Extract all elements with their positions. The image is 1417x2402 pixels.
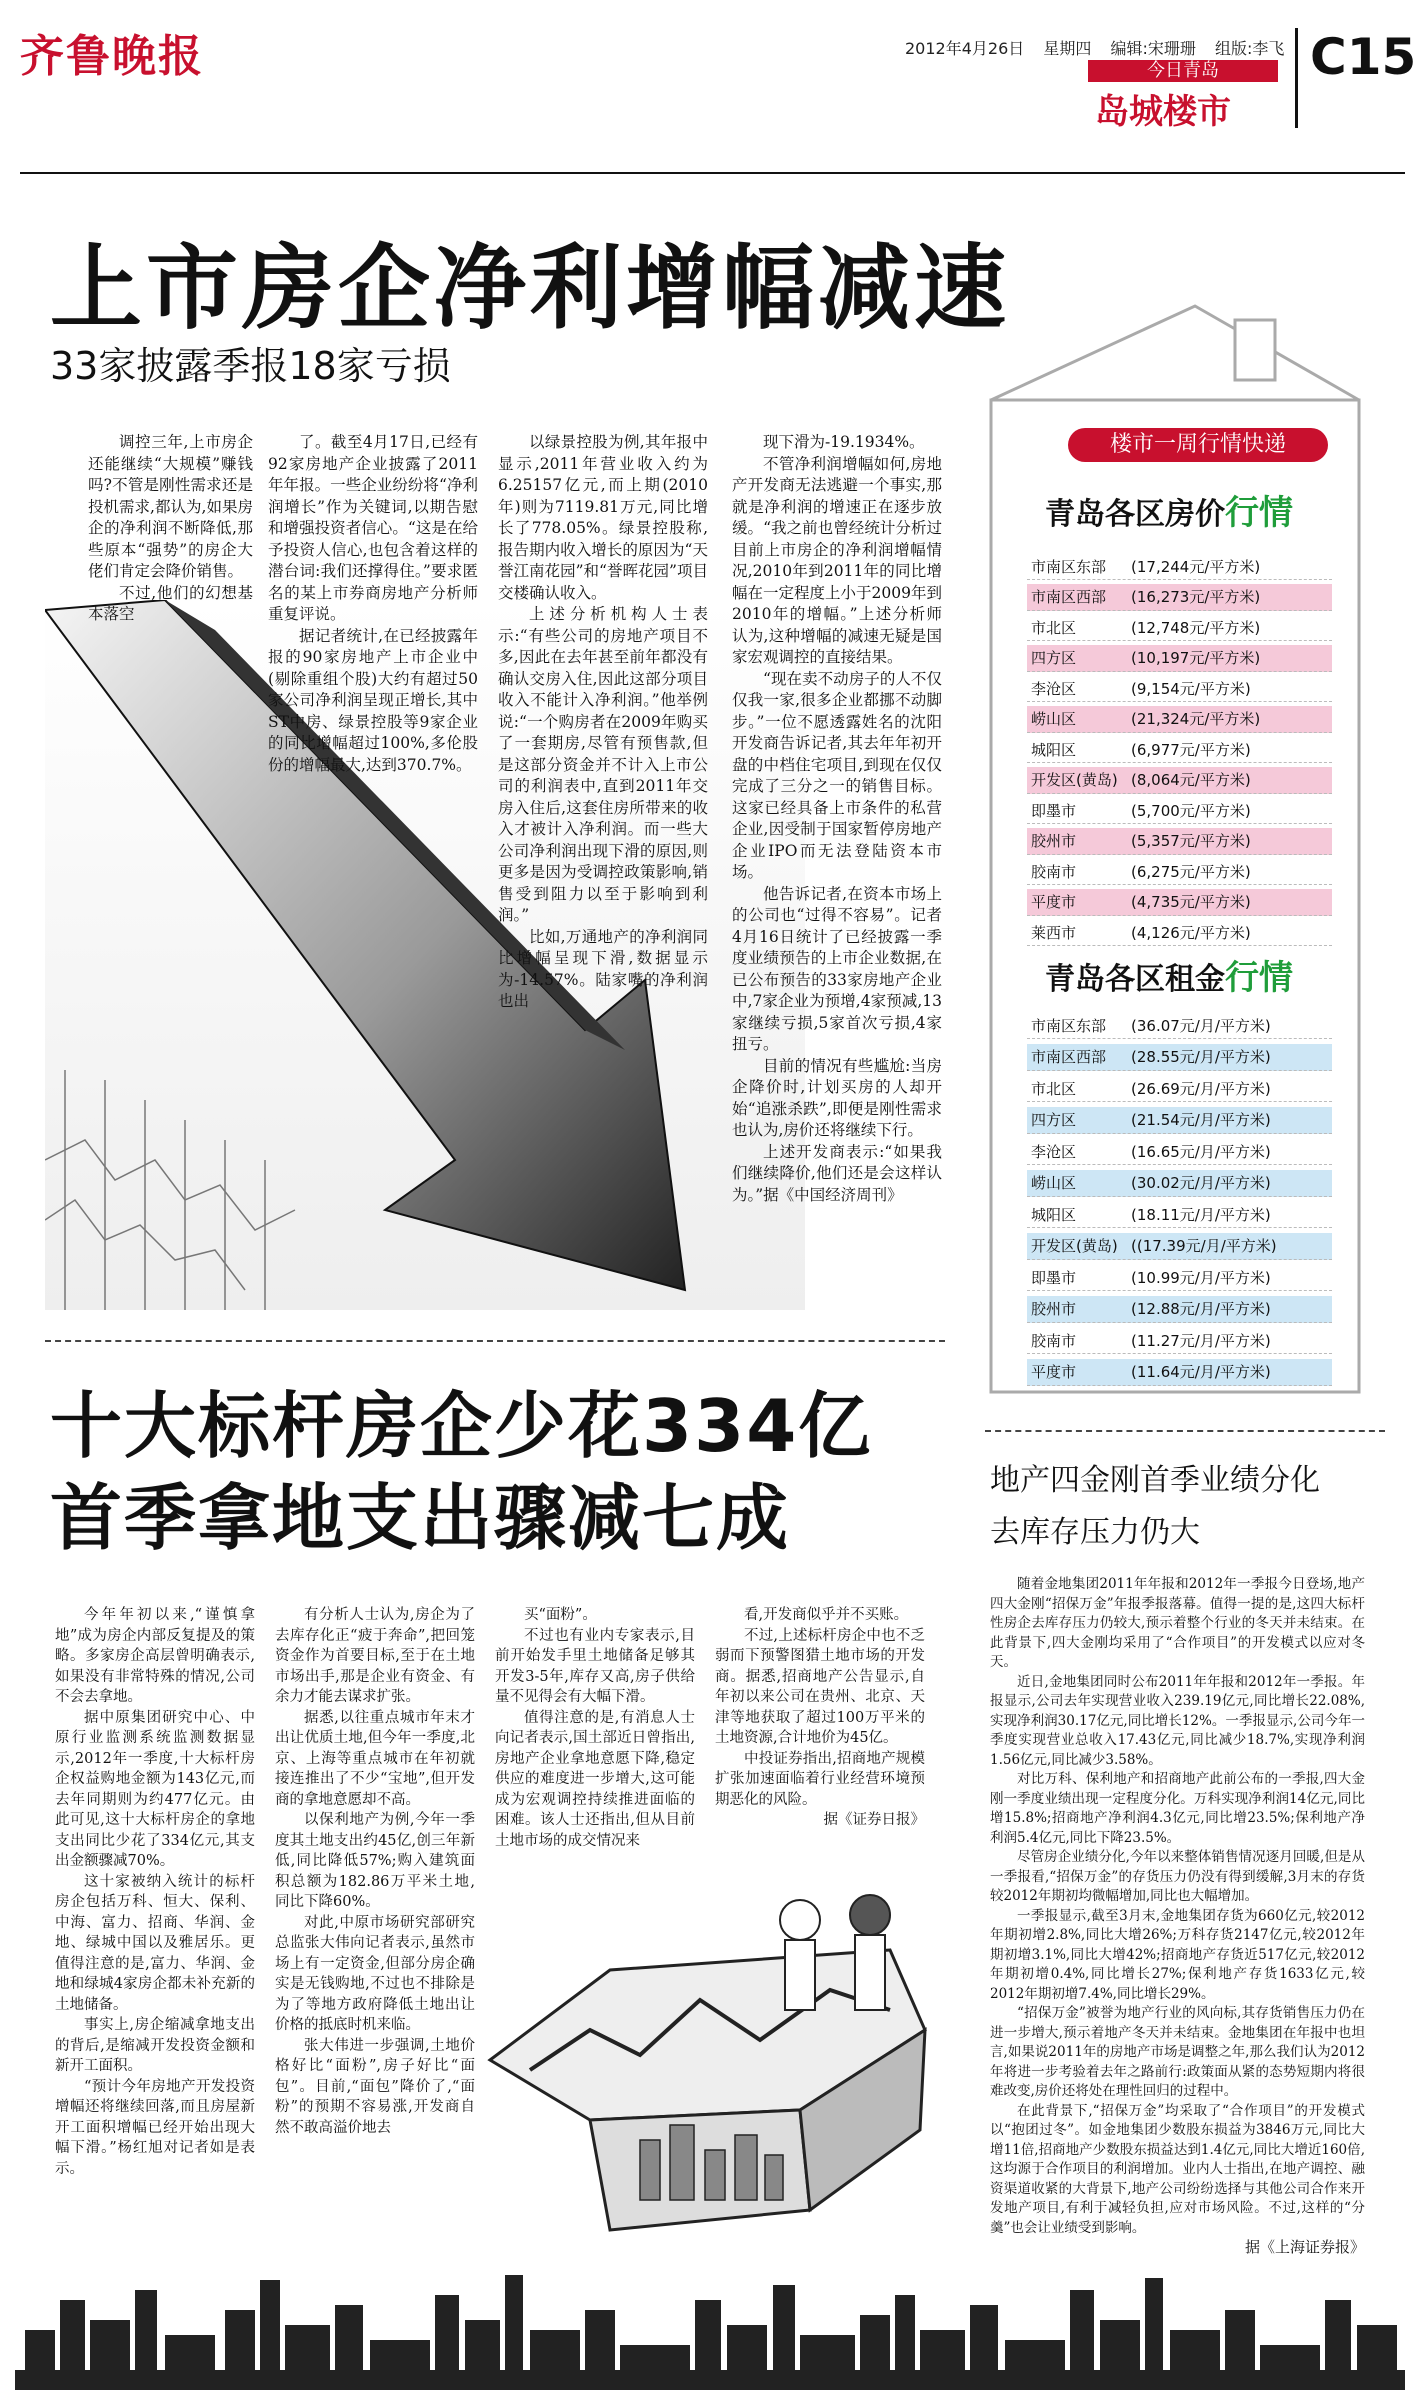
quote-value: (10,197元/平方米) xyxy=(1131,649,1261,667)
quote-row xyxy=(1027,1075,1332,1102)
paragraph: 不过也有业内专家表示,目前开始发手里土地储备足够其开发3-5年,库存又高,房子供给量不见得会有大幅下滑。 xyxy=(495,1627,695,1705)
article2-column-2 xyxy=(275,1605,475,2138)
quote-row xyxy=(1027,614,1332,641)
paragraph: 不过,上述标杆房企中也不乏弱而下预警图猎土地市场的开发商。据悉,招商地产公告显示,自年初以来公司在贵州、北京、天津等地获取了超过100万平米的土地资源,合计地价为45亿。 xyxy=(715,1627,925,1746)
quote-row xyxy=(1027,1012,1332,1039)
paragraph: 比如,万通地产的净利润同比增幅呈现下滑,数据显示为-14.57%。陆家嘴的净利润也出 xyxy=(498,927,708,1010)
section-title: 岛城楼市 xyxy=(1095,92,1231,132)
article2-column-1 xyxy=(55,1605,255,2179)
paragraph: 看,开发商似乎并不买账。 xyxy=(744,1607,909,1623)
district-name: 市南区东部 xyxy=(1031,557,1107,576)
paragraph: 上述开发商表示:“如果我们继续降价,他们还是会这样认为。”据《中国经济周刊》 xyxy=(732,1142,942,1204)
quote-row xyxy=(1027,584,1332,611)
quote-value: (12,748元/平方米) xyxy=(1131,618,1261,637)
quote-row xyxy=(1027,1233,1332,1260)
article-divider xyxy=(45,1340,945,1342)
paragraph: 他告诉记者,在资本市场上的公司也“过得不容易”。记者4月16日统计了已经披露一季度业绩预告的上市企业数据,在已公布预告的33家房地产企业中,7家企业为预增,4家预减,13家继续亏损,5家首次亏损,4家扭亏。 xyxy=(732,884,942,1053)
quote-value: (21,324元/平方米) xyxy=(1131,710,1261,728)
quote-row xyxy=(1027,1264,1332,1291)
quote-row xyxy=(1027,1170,1332,1197)
paragraph: 尽管房企业绩分化,今年以来整体销售情况逐月回暖,但是从一季报看,“招保万金”的存货压力仍没有得到缓解,3月末的存货较2012年期初均微幅增加,同比也大幅增加。 xyxy=(990,1849,1365,1904)
paragraph: 这十家被纳入统计的标杆房企包括万科、恒大、保利、中海、富力、招商、华润、金地、绿城中国以及雅居乐。更值得注意的是,富力、华润、金地和绿城4家房企都未补充新的土地储备。 xyxy=(55,1873,255,2013)
quote-row xyxy=(1027,919,1332,946)
issue-weekday: 星期四 xyxy=(1043,39,1092,58)
article3-body xyxy=(990,1575,1365,2258)
district-name: 开发区(黄岛) xyxy=(1031,771,1118,789)
quote-row xyxy=(1027,553,1332,580)
paragraph: 近日,金地集团同时公布2011年年报和2012年一季报。年报显示,公司去年实现营业收入239.19亿元,同比增长22.08%,实现净利润30.17亿元,同比增长12%。一季报显示,公司今年一季度实现营业总收入17.43亿元,同比减少18.7%,实现净利润1.56亿元,同比减少3.58%。 xyxy=(990,1673,1365,1768)
quote-row xyxy=(1027,645,1332,672)
quote-value: (4,126元/平方米) xyxy=(1131,923,1251,942)
paragraph: 在此背景下,“招保万金”均采取了“合作项目”的开发模式以“抱团过冬”。如金地集团少数股东损益为3846万元,同比大增11倍,招商地产少数股东损益达到1.4亿元,同比大增近160倍,这均源于合作项目的利润增加。业内人士指出,在地产调控、融资渠道收紧的大背景下,地产公司纷纷选择与其他公司合作来开发地产项目,有利于减轻负担,应对市场风险。不过,这样的“分羹”也会让业绩受到影响。 xyxy=(990,2102,1365,2236)
quote-row xyxy=(1027,1138,1332,1165)
quote-value: (11.64元/月/平方米) xyxy=(1131,1363,1271,1381)
house-price-table-title xyxy=(1045,485,1293,534)
district-name: 李沧区 xyxy=(1031,679,1077,698)
paragraph: 对此,中原市场研究部研究总监张大伟向记者表示,虽然市场上有一定资金,但部分房企确实是无钱购地,不过也不排除是为了等地方政府降低土地出让价格的抵底时机来临。 xyxy=(275,1914,475,2033)
district-name: 城阳区 xyxy=(1031,1205,1077,1224)
paragraph: 值得注意的是,有消息人士向记者表示,国土部近日曾指出,房地产企业拿地意愿下降,稳定供应的难度进一步增大,这可能成为宏观调控持续推进面临的困难。该人士还指出,但从目前土地市场的成交情况来 xyxy=(495,1709,695,1849)
paragraph: 随着金地集团2011年年报和2012年一季报今日登场,地产四大金刚“招保万金”年报季报落幕。值得一提的是,这四大标杆性房企去库存压力仍较大,预示着整个行业的冬天并未结束。在此背景下,四大金刚均采用了“合作项目”的开发模式以应对冬天。 xyxy=(990,1576,1365,1670)
district-name: 胶南市 xyxy=(1031,1331,1077,1350)
district-name: 城阳区 xyxy=(1031,740,1077,759)
article1-column-4 xyxy=(732,432,942,1206)
paragraph: “招保万金”被誉为地产行业的风向标,其存货销售压力仍在进一步增大,预示着地产冬天并未结束。金地集团在年报中也坦言,如果说2011年的房地产市场是调整之年,那么我们认为2012年将进一步考验着去年之路前行:政策面从紧的态势短期内将很难改变,房价还将处在理性回归的过程中。 xyxy=(990,2005,1365,2099)
quote-value: (36.07元/月/平方米) xyxy=(1131,1016,1271,1035)
quote-value: (28.55元/月/平方米) xyxy=(1131,1048,1271,1066)
paragraph: 以保利地产为例,今年一季度其土地支出约45亿,创三年新低,同比降低57%;购入建筑面积总额为182.86万平米土地,同比下降60%。 xyxy=(275,1812,475,1910)
district-name: 市南区西部 xyxy=(1031,1048,1107,1066)
quote-value: (10.99元/月/平方米) xyxy=(1131,1268,1271,1287)
district-name: 胶南市 xyxy=(1031,862,1077,881)
quote-row xyxy=(1027,736,1332,763)
paragraph: 有分析人士认为,房企为了去库存化正“疲于奔命”,把回笼资金作为首要目标,至于在土地市场出手,那是企业有资金、有余力才能去谋求扩张。 xyxy=(275,1607,475,1705)
district-name: 市北区 xyxy=(1031,618,1077,637)
quote-row xyxy=(1027,828,1332,855)
quote-value: (5,700元/平方米) xyxy=(1131,801,1251,820)
quote-row xyxy=(1027,1044,1332,1071)
district-name: 四方区 xyxy=(1031,1111,1077,1129)
district-name: 胶州市 xyxy=(1031,1300,1077,1318)
district-name: 市南区东部 xyxy=(1031,1016,1107,1035)
quote-value: (26.69元/月/平方米) xyxy=(1131,1079,1271,1098)
quote-row xyxy=(1027,1107,1332,1134)
paragraph: 事实上,房企缩减拿地支出的背后,是缩减开发投资金额和新开工面积。 xyxy=(55,2017,255,2074)
paragraph: 不过,他们的幻想基本落空 xyxy=(88,583,253,623)
title-highlight: 行情 xyxy=(1225,493,1293,533)
quote-row xyxy=(1027,858,1332,885)
quote-row xyxy=(1027,1359,1332,1386)
quote-value: (6,275元/平方米) xyxy=(1131,862,1251,881)
article1-title: 上市房企净利增幅减速 xyxy=(50,235,1011,342)
paragraph: 据中原集团研究中心、中原行业监测系统监测数据显示,2012年一季度,十大标杆房企权益购地金额为143亿元,而去年同期则为约477亿元。由此可见,这十大标杆房企的拿地支出同比少花了334亿元,其支出金额骤减70%。 xyxy=(55,1709,255,1869)
quote-value: ((17.39元/月/平方米) xyxy=(1131,1237,1277,1255)
region-tag: 今日青岛 xyxy=(1088,60,1278,82)
district-name: 崂山区 xyxy=(1031,710,1077,728)
article1-column-1 xyxy=(88,432,253,626)
district-name: 李沧区 xyxy=(1031,1142,1077,1161)
quote-value: (12.88元/月/平方米) xyxy=(1131,1300,1271,1318)
paragraph: 买“面粉”。 xyxy=(524,1607,597,1623)
issue-date: 2012年4月26日 xyxy=(905,39,1025,58)
quote-row xyxy=(1027,797,1332,824)
house-cartoon-illustration xyxy=(470,1880,940,2250)
editor-credit: 编辑:宋珊珊 xyxy=(1110,39,1196,58)
title-text: 青岛各区房价 xyxy=(1045,497,1225,532)
article3-title xyxy=(990,1455,1320,1559)
article1-column-2 xyxy=(268,432,478,776)
article2-title xyxy=(50,1380,872,1564)
paragraph: 不管净利润增幅如何,房地产开发商无法逃避一个事实,那就是净利润的增速正在逐步放缓。“我之前也曾经统计分析过目前上市房企的净利润增幅情况,2010年到2011年的同比增幅在一定程度上小于2009年到2010年的增幅。”上述分析师认为,这种增幅的减速无疑是国家宏观调控的直接结果。 xyxy=(732,454,942,666)
quote-value: (4,735元/平方米) xyxy=(1131,893,1251,911)
quote-row xyxy=(1027,1327,1332,1354)
title-text: 青岛各区租金 xyxy=(1045,962,1225,997)
quote-row xyxy=(1027,675,1332,702)
quote-value: (16.65元/月/平方米) xyxy=(1131,1142,1271,1161)
masthead-rule xyxy=(20,172,1405,174)
article2-title-line1: 十大标杆房企少花334亿 xyxy=(50,1384,873,1468)
quote-value: (17,244元/平方米) xyxy=(1131,557,1261,576)
rent-table-title xyxy=(1045,950,1293,999)
paragraph: 中投证券指出,招商地产规模扩张加速面临着行业经营环境预期恶化的风险。 xyxy=(715,1750,925,1808)
district-name: 即墨市 xyxy=(1031,1268,1077,1287)
quote-value: (30.02元/月/平方米) xyxy=(1131,1174,1271,1192)
district-name: 市北区 xyxy=(1031,1079,1077,1098)
district-name: 四方区 xyxy=(1031,649,1077,667)
quote-row xyxy=(1027,889,1332,916)
article2-column-4 xyxy=(715,1605,925,1831)
paragraph: “现在卖不动房子的人不仅仅我一家,很多企业都挪不动脚步。”一位不愿透露姓名的沈阳开发商告诉记者,其去年年初开盘的中档住宅项目,到现在仅仅完成了三分之一的销售目标。这家已经具备上市条件的私营企业,因受制于国家暂停房地产企业IPO而无法登陆资本市场。 xyxy=(732,669,942,881)
quote-value: (18.11元/月/平方米) xyxy=(1131,1205,1271,1224)
weekly-quote-banner: 楼市一周行情快递 xyxy=(1068,428,1328,462)
masthead-divider xyxy=(1295,28,1298,128)
district-name: 平度市 xyxy=(1031,893,1077,911)
city-skyline-illustration xyxy=(15,2270,1405,2390)
article1-column-3 xyxy=(498,432,708,1013)
quote-row xyxy=(1027,1296,1332,1323)
paragraph: 对比万科、保利地产和招商地产此前公布的一季报,四大金刚一季度业绩出现一定程度分化。万科实现净利润14亿元,同比增15.8%;招商地产净利润4.3亿元,同比增23.5%;保利地产净利润5.4亿元,同比下降23.5%。 xyxy=(990,1771,1365,1846)
paragraph: 张大伟进一步强调,土地价格好比“面粉”,房子好比“面包”。目前,“面包”降价了,“面粉”的预期不容易涨,开发商自然不敢高溢价地去 xyxy=(275,2037,475,2136)
masthead-meta xyxy=(905,36,1298,59)
source-credit: 据《上海证券报》 xyxy=(1244,2238,1365,2256)
district-name: 崂山区 xyxy=(1031,1174,1077,1192)
quote-value: (9,154元/平方米) xyxy=(1131,679,1251,698)
quote-row xyxy=(1027,1201,1332,1228)
paragraph: 目前的情况有些尴尬:当房企降价时,计划买房的人却开始“追涨杀跌”,即便是刚性需求也认为,房价还将继续下行。 xyxy=(732,1056,942,1139)
district-name: 开发区(黄岛) xyxy=(1031,1237,1118,1255)
paragraph: 调控三年,上市房企还能继续“大规模”赚钱吗?不管是刚性需求还是投机需求,都认为,如果房企的净利润不断降低,那些原本“强势”的房企大佬们肯定会降价销售。 xyxy=(88,433,253,580)
paragraph: 上述分析机构人士表示:“有些公司的房地产项目不多,因此在去年甚至前年都没有确认交房入住,因此这部分项目收入不能计入净利润。”他举例说:“一个购房者在2009年购买了一套期房,尽管有预售款,但是这部分资金并不计入上市公司的利润表中,直到2011年交房入住后,这套住房所带来的收入才被计入净利润。而一些大公司净利润出现下滑的原因,则更多是因为受调控政策影响,销售受到阻力以至于影响到利润。” xyxy=(498,605,708,924)
article1-subtitle: 33家披露季报18家亏损 xyxy=(50,344,451,388)
quote-value: (5,357元/平方米) xyxy=(1131,832,1251,850)
district-name: 莱西市 xyxy=(1031,923,1077,942)
quote-value: (16,273元/平方米) xyxy=(1131,588,1261,606)
title-highlight: 行情 xyxy=(1225,958,1293,998)
article3-title-line2: 去库存压力仍大 xyxy=(990,1515,1200,1550)
paragraph: 据悉,以往重点城市年末才出让优质土地,但今年一季度,北京、上海等重点城市在年初就接连推出了不少“宝地”,但开发商的拿地意愿却不高。 xyxy=(275,1709,475,1808)
district-name: 胶州市 xyxy=(1031,832,1077,850)
quote-value: (6,977元/平方米) xyxy=(1131,740,1251,759)
paragraph: 以绿景控股为例,其年报中显示,2011年营业收入约为6.25157亿元,而上期(2010年)则为7119.81万元,同比增长了778.05%。绿景控股称,报告期内收入增长的原因为“天誉江南花园”和“誉晖花园”项目交楼确认收入。 xyxy=(498,433,708,602)
designer-credit: 组版:李飞 xyxy=(1214,39,1285,58)
district-name: 平度市 xyxy=(1031,1363,1077,1381)
district-name: 市南区西部 xyxy=(1031,588,1107,606)
paragraph: 现下滑为-19.1934%。 xyxy=(763,433,925,451)
quote-row xyxy=(1027,767,1332,794)
paragraph: “预计今年房地产开发投资增幅还将继续回落,而且房屋新开工面积增幅已经开始出现大幅下滑。”杨红旭对记者如是表示。 xyxy=(55,2078,255,2177)
paragraph: 据记者统计,在已经披露年报的90家房地产上市企业中(剔除重组个股)大约有超过50家公司净利润呈现正增长,其中ST中房、绿景控股等9家企业的同比增幅超过100%,多伦股份的增幅最大,达到370.7%。 xyxy=(268,626,478,774)
quote-row xyxy=(1027,706,1332,733)
quote-value: (21.54元/月/平方米) xyxy=(1131,1111,1271,1129)
source-credit: 据《证券日报》 xyxy=(823,1812,925,1828)
article2-title-line2: 首季拿地支出骤减七成 xyxy=(50,1476,791,1560)
paper-logo: 齐鲁晚报 xyxy=(20,31,204,82)
article3-title-line1: 地产四金刚首季业绩分化 xyxy=(990,1463,1320,1498)
page-number: C15 xyxy=(1310,28,1417,86)
article2-column-3 xyxy=(495,1605,695,1851)
paragraph: 今年年初以来,“谨慎拿地”成为房企内部反复提及的策略。多家房企高层曾明确表示,如果没有非常特殊的情况,公司不会去拿地。 xyxy=(55,1607,255,1705)
paragraph: 了。截至4月17日,已经有92家房地产企业披露了2011年年报。一些企业纷纷将“净利润增长”作为关键词,以期告慰和增强投资者信心。“这是在给予投资人信心,也包含着这样的潜台词:我们还撑得住。”要求匿名的某上市券商房地产分析师重复评说。 xyxy=(268,433,478,623)
sidebar-divider xyxy=(985,1430,1385,1432)
district-name: 即墨市 xyxy=(1031,801,1077,820)
paragraph: 一季报显示,截至3月末,金地集团存货为660亿元,较2012年期初增2.8%,同比大增26%;万科存货2147亿元,较2012年期初增3.1%,同比大增42%;招商地产存货近517亿元,较2012年期初增0.4%,同比增长27%;保利地产存货1633亿元,较2012年期初增7.4%,同比增长29%。 xyxy=(990,1907,1365,2002)
quote-value: (11.27元/月/平方米) xyxy=(1131,1331,1271,1350)
quote-value: (8,064元/平方米) xyxy=(1131,771,1251,789)
